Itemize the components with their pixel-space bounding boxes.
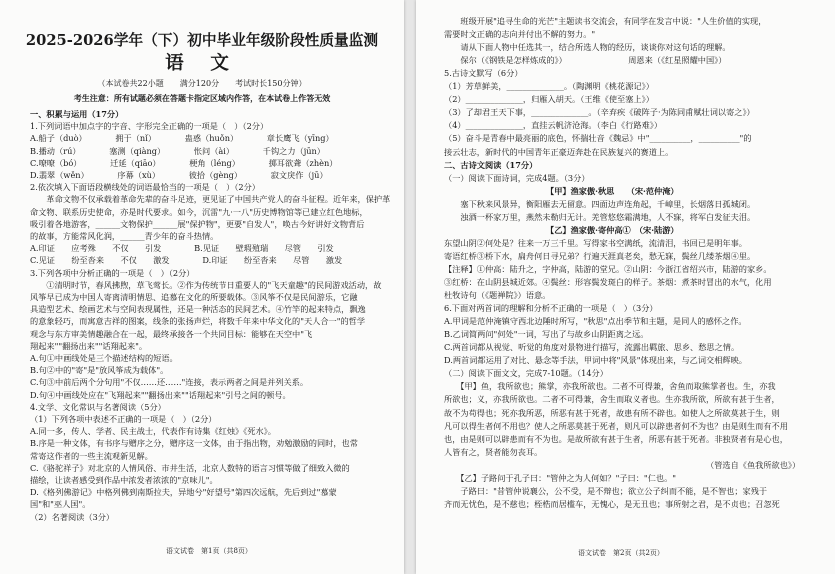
text-line: 的故事，方能常风化润，______青少年的奋斗热情。: [30, 231, 219, 241]
text-line: 国"和"巫人国"。: [30, 499, 91, 510]
text-line: 4.文学、文化常识与名著阅读（5分）: [30, 401, 166, 412]
text-line: 【注释】①仲高：陆升之，字仲高，陆游的堂兄。②山阴：今浙江省绍兴市，陆游的家乡。: [444, 263, 772, 274]
text-line: 班级开展"追寻生命的光芒"主题读书交流会，有同学在发言中说："人生价值的实现，: [444, 16, 767, 26]
text-line: （1）芳草鲜美，______________。（陶渊明《桃花源记》）: [444, 81, 654, 92]
text-line: （2）名著阅读（3分）: [30, 511, 115, 522]
text-line: A.同一多，传人、学者、民主战士，代表作有诗集《红烛》《死水》。: [30, 426, 276, 437]
text-line: 浊酒一杯家万里，燕然未勒归无计。羌管悠悠霜满地，人不寐，将军白发征夫泪。: [444, 211, 756, 222]
text-line: 的意象轻巧，而寓意吉祥的图案，线条的张扬声烂，将数千年来中华文化的"天人合一"的哲学: [30, 316, 366, 327]
text-line: 所欲也；义，亦我所欲也。二者不可得兼，舍生而取义者也。生亦我所欲，所欲有甚于生者，: [444, 394, 780, 405]
text-line: 接云壮志，新时代的中国青年正豪迈奔赴在民族复兴的赛道上。: [444, 146, 674, 157]
text-line: 风筝早已成为中国人寄离清明情思、追慕在文化的所要载体。③风筝不仅是民间游乐，它融: [30, 292, 358, 302]
text-line: ①清明时节，春风拂煦，草飞莺长。②作为传统节日重要人的"飞天童趣"的民间游戏活动，故: [30, 279, 382, 290]
text-line: A.船子（duò） 拥于（nǐ） 蛊惑（huǒn） 章长鹰飞（yīng）: [30, 133, 334, 144]
text-line: 请从下面人物中任选其一，结合所选人物的经历，谈谈你对这句话的理解。: [444, 42, 731, 53]
text-line: 吸引着各地游客，______文物保护______展"保护物"，更要"自发人"，唤古今好讲好文物背后: [30, 218, 365, 229]
text-line: C.两首词都从视觉、听觉的角度对景物进行描写，流露出羁旅、思乡、愁思之情。: [444, 342, 740, 353]
text-line: D.句④中画线处应在"飞翔起来""翻扬出来""话翔起来"引号之间的顿号。: [30, 389, 291, 400]
text-line: 描绘，让读者感受到作品中浓发者浓浓的"京味儿"。: [30, 475, 218, 485]
text-line: 观念与东方审美情趣融合在一起，最终承接各一个共同目标：能够在天空中"飞: [30, 328, 313, 339]
text-line: 东望山阴②何处是？往来一万三千里。写得家书空满纸，流清泪，书回已是明年事。: [444, 237, 747, 248]
text-line: 命文物、联系历史使命，亦是时代要求。如今，沉雷"九·一八"历史博物馆等已建立红色地标，: [30, 206, 368, 217]
text-line: 二、古诗文阅读（17分）: [444, 159, 538, 170]
text-line: 人皆有之，贤者能勿丧耳。: [444, 446, 543, 457]
text-line: C.嘹嘹（bó） 迁延（qiāo） 梗角（léng） 掷耳欲聋（zhèn）: [30, 157, 338, 168]
text-line: A.句①中画线处是三个描述结构的短语。: [30, 353, 178, 363]
exam-notice: 考生注意：所有试题必须在答题卡指定区域内作答，在本试卷上作答无效: [73, 93, 331, 103]
text-line: 凡可以得生者何不用也？使人之所恶莫甚于死者，则凡可以辟患者何不为也？由是则生而有不用: [444, 420, 788, 431]
text-line: 需要时文正确的志向并付出不解的努力。": [444, 29, 596, 40]
text-line: （管选自《鱼我所欲也》）: [706, 459, 801, 470]
text-line: 【甲】渔家傲·秋思 （宋·范仲淹）: [546, 185, 679, 196]
text-line: 常寄这作者的一些主流观新见解。: [30, 450, 153, 461]
text-line: 1.下列词语中加点字的字音、字形完全正确的一项是（ ）（2分）: [30, 121, 269, 132]
text-line: 5.古诗文默写（6分）: [444, 68, 523, 79]
right-page: [416, 0, 835, 574]
text-line: （二）阅读下面文文，完成7-10题。（14分）: [444, 368, 608, 379]
text-line: （5）奋斗是青春中最亮丽的底色，怀揣壮音《魏忌》中"__________，__________"的: [444, 133, 752, 144]
text-line: 齐而无忧色，是不慈也；桎梏而居槛车，无愧心，是无丑也；事所射之君，是不贞也；召忽死: [444, 498, 780, 509]
text-line: D.《格列佛游记》中格列佛到南斯拉夫，异地兮"好望号"第四次远航，先后到过"慕蒙: [30, 487, 337, 498]
text-line: D.两首词都运用了对比、悬念等手法，甲词中将"风景"体现出来，与乙词交相辉映。: [444, 355, 747, 366]
text-line: （3）了却君王天下事，______________。（辛弃疾《破阵子·为陈同甫赋壮词以寄之》）: [444, 107, 755, 118]
text-line: C.句③中前后两个分句用"不仅……还……"连接，表示两者之间是并列关系。: [30, 377, 309, 388]
text-line: 塞下秋来风景异，衡阳雁去无留意。四面边声连角起，千嶂里，长烟落日孤城闭。: [444, 198, 756, 209]
page-footer: 语文试卷 第2页（共2页）: [578, 549, 664, 557]
text-line: 具造型艺术、绘画艺术与空间表现属性，还是一种活态的民间艺术。④竹竿的起来特点，飘逸: [30, 304, 366, 315]
text-line: （2）______________，归雁入胡天。（王维《使至塞上》）: [444, 94, 654, 105]
text-line: 【乙】子路问于孔子曰："管仲之为人何如？"子曰："仁也。": [444, 472, 677, 483]
text-line: 3.下列各项中分析正确的一项是（ ）（2分）: [30, 267, 195, 278]
exam-title: 2025-2026学年（下）初中毕业年级阶段性质量监测: [25, 32, 379, 49]
text-line: C.见证 纷至沓来 不仅 激发 D.印证 纷至沓来 尽管 激发: [30, 255, 343, 266]
text-line: C.《骆驼祥子》对北京的人情风俗、市井生活，北京人数特的语言习惯等做了细致入微的: [30, 462, 350, 473]
text-line: 【甲】鱼，我所欲也；熊掌，亦我所欲也。二者不可得兼，舍鱼而取熊掌者也。生，亦我: [444, 381, 776, 392]
text-line: B.乙词简两问"何处"一词，写出了与故乡山阴距离之远。: [444, 329, 649, 340]
text-line: A.甲词是范仲淹镇守西北边陲时所写，"秋思"点出季节和主题，是同人的感怀之作。: [444, 316, 747, 327]
text-line: （4）______________，直挂云帆济沧海。（李白《行路难》）: [444, 120, 663, 131]
text-line: B.序是一种文体，有书序与赠序之分，赠序这一文体，由于指出物，劝勉激励的同时，也常: [30, 438, 358, 449]
text-line: 寄语红桥③桥下水，扁舟何日寻兄弟？行遍天涯真老矣，愁无寐，鬓丝几缕茶烟④里。: [444, 250, 756, 261]
page-footer: 语文试卷 第1页（共8页）: [166, 547, 252, 555]
text-line: 革命文物不仅承载着革命先辈的奋斗足迹，更见证了中国共产党人的奋斗征程。近年来，保护革: [30, 194, 391, 205]
text-line: 2.依次填入下面语段横线处的词语最恰当的一项是（ ）（2分）: [30, 182, 260, 193]
text-line: ③红桥：在山阴县城近郊。④鬓丝：形容鬓发斑白的样子。茶烟：煮茶时冒出的水气，化用: [444, 277, 772, 287]
exam-info: （本试卷共22小题 满分120分 考试时长150分钟）: [97, 79, 307, 88]
text-line: 一、积累与运用（17分）: [30, 109, 124, 119]
text-line: 也，由是则可以辟患而有不为也。是故所欲有甚于生者，所恶有甚于死者。非独贤者有是心也，: [444, 433, 788, 444]
left-page: [0, 0, 404, 574]
text-line: 6.下面对两首词的理解和分析不正确的一项是（ ）（3分）: [444, 303, 658, 314]
text-line: 子路曰："昔管仲说襄公，公不受，是不辩也；欲立公子纠而不能，是不智也；家残于: [444, 485, 768, 496]
text-line: 故不为苟得也；死亦我所恶，所恶有甚于死者，故患有所不辟也。如使人之所欲莫甚于生，则: [444, 407, 780, 418]
text-line: D.翡翠（wěn） 序幕（xù） 彼拾（gèng） 寂文戾作（jū）: [30, 170, 328, 180]
text-line: 杜牧诗句（《题禅院》）语意。: [444, 290, 551, 301]
subject-title: 语 文: [165, 53, 239, 74]
text-line: 翔起来""翻扬出来""话翔起来"。: [30, 340, 148, 351]
text-line: B.句②中的"寄"是"放风筝成为载体"。: [30, 365, 169, 376]
text-line: A.印证 应考殊 不仅 引发 B.见证 壁瑕殖瑞 尽管 引发: [30, 243, 334, 254]
text-line: B.播动（rú） 塞测（qiàng） 怅问（ài） 千钩之力（jūn）: [30, 145, 325, 156]
text-line: （一）阅读下面诗词，完成4题。（3分）: [444, 172, 590, 183]
text-line: 【乙】渔家傲·寄仲高① （宋·陆游）: [546, 224, 679, 235]
text-line: （1）下列各项中表述不正确的一项是（ ）（2分）: [30, 414, 217, 424]
text-line: 保尔（《钢铁是怎样炼成的》） 周恩来（《红星照耀中国》）: [444, 55, 727, 66]
